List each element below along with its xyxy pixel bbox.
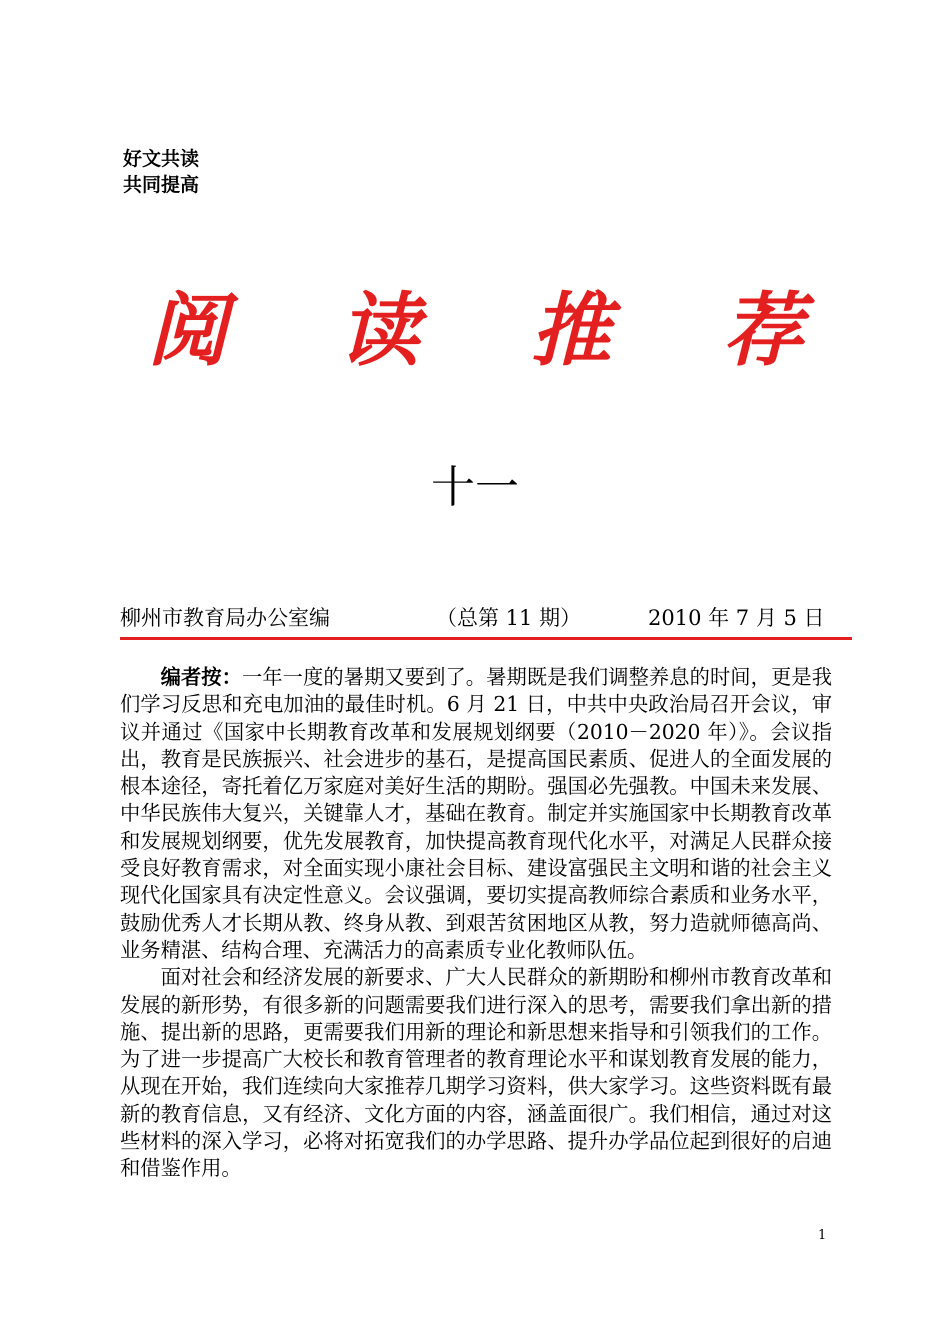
editor-note-text-1: 一年一度的暑期又要到了。暑期既是我们调整养息的时间，更是我们学习反思和充电加油的最佳时机。6 月 21 日，中共中央政治局召开会议，审议并通过《国家中长期教育改革和发展规划纲要（2010－2020 年）》。会议指出，教育是民族振兴、社会进步的基石，是提高国民素质、促进人的全面发展的根本途径，寄托着亿万家庭对美好生活的期盼。强国必先强教。中国未来发展、中华民族伟大复兴，关键靠人才，基础在教育。制定并实施国家中长期教育改革和发展规划纲要，优先发展教育，加快提高教育现代化水平，对满足人民群众接受良好教育需求，对全面实现小康社会目标、建设富强民主文明和谐的社会主义现代化国家具有决定性意义。会议强调，要切实提高教师综合素质和业务水平，鼓励优秀人才长期从教、终身从教、到艰苦贫困地区从教，努力造就师德高尚、业务精湛、结构合理、充满活力的高素质专业化教师队伍。 [120,665,832,962]
header-slogan [123,146,199,198]
editor-note-label: 编者按： [160,665,242,689]
page-number: 1 [818,1228,827,1243]
masthead [120,603,850,633]
masthead-editor: 柳州市教育局办公室编 [120,606,330,630]
masthead-issue: （总第 11 期） [436,606,582,630]
editor-note-paragraph-2: 面对社会和经济发展的新要求、广大人民群众的新期盼和柳州市教育改革和发展的新形势，有很多新的问题需要我们进行深入的思考，需要我们拿出新的措施、提出新的思路，更需要我们用新的理论和新思想来指导和引领我们的工作。为了进一步提高广大校长和教育管理者的教育理论水平和谋划教育发展的能力，从现在开始，我们连续向大家推荐几期学习资料，供大家学习。这些资料既有最新的教育信息，又有经济、文化方面的内容，涵盖面很广。我们相信，通过对这些材料的深入学习，必将对拓宽我们的办学思路、提升办学品位起到很好的启迪和借鉴作用。 [120,965,832,1181]
issue-number: 十一 [431,462,519,513]
header-slogan-line2: 共同提高 [123,174,200,196]
header-slogan-line1: 好文共读 [123,148,200,170]
editor-note-paragraph-1 [120,664,832,964]
page-title: 阅 读 推 荐 [147,283,845,377]
masthead-divider [120,637,852,640]
editor-note [120,664,832,1183]
masthead-date: 2010 年 7 月 5 日 [648,606,825,630]
